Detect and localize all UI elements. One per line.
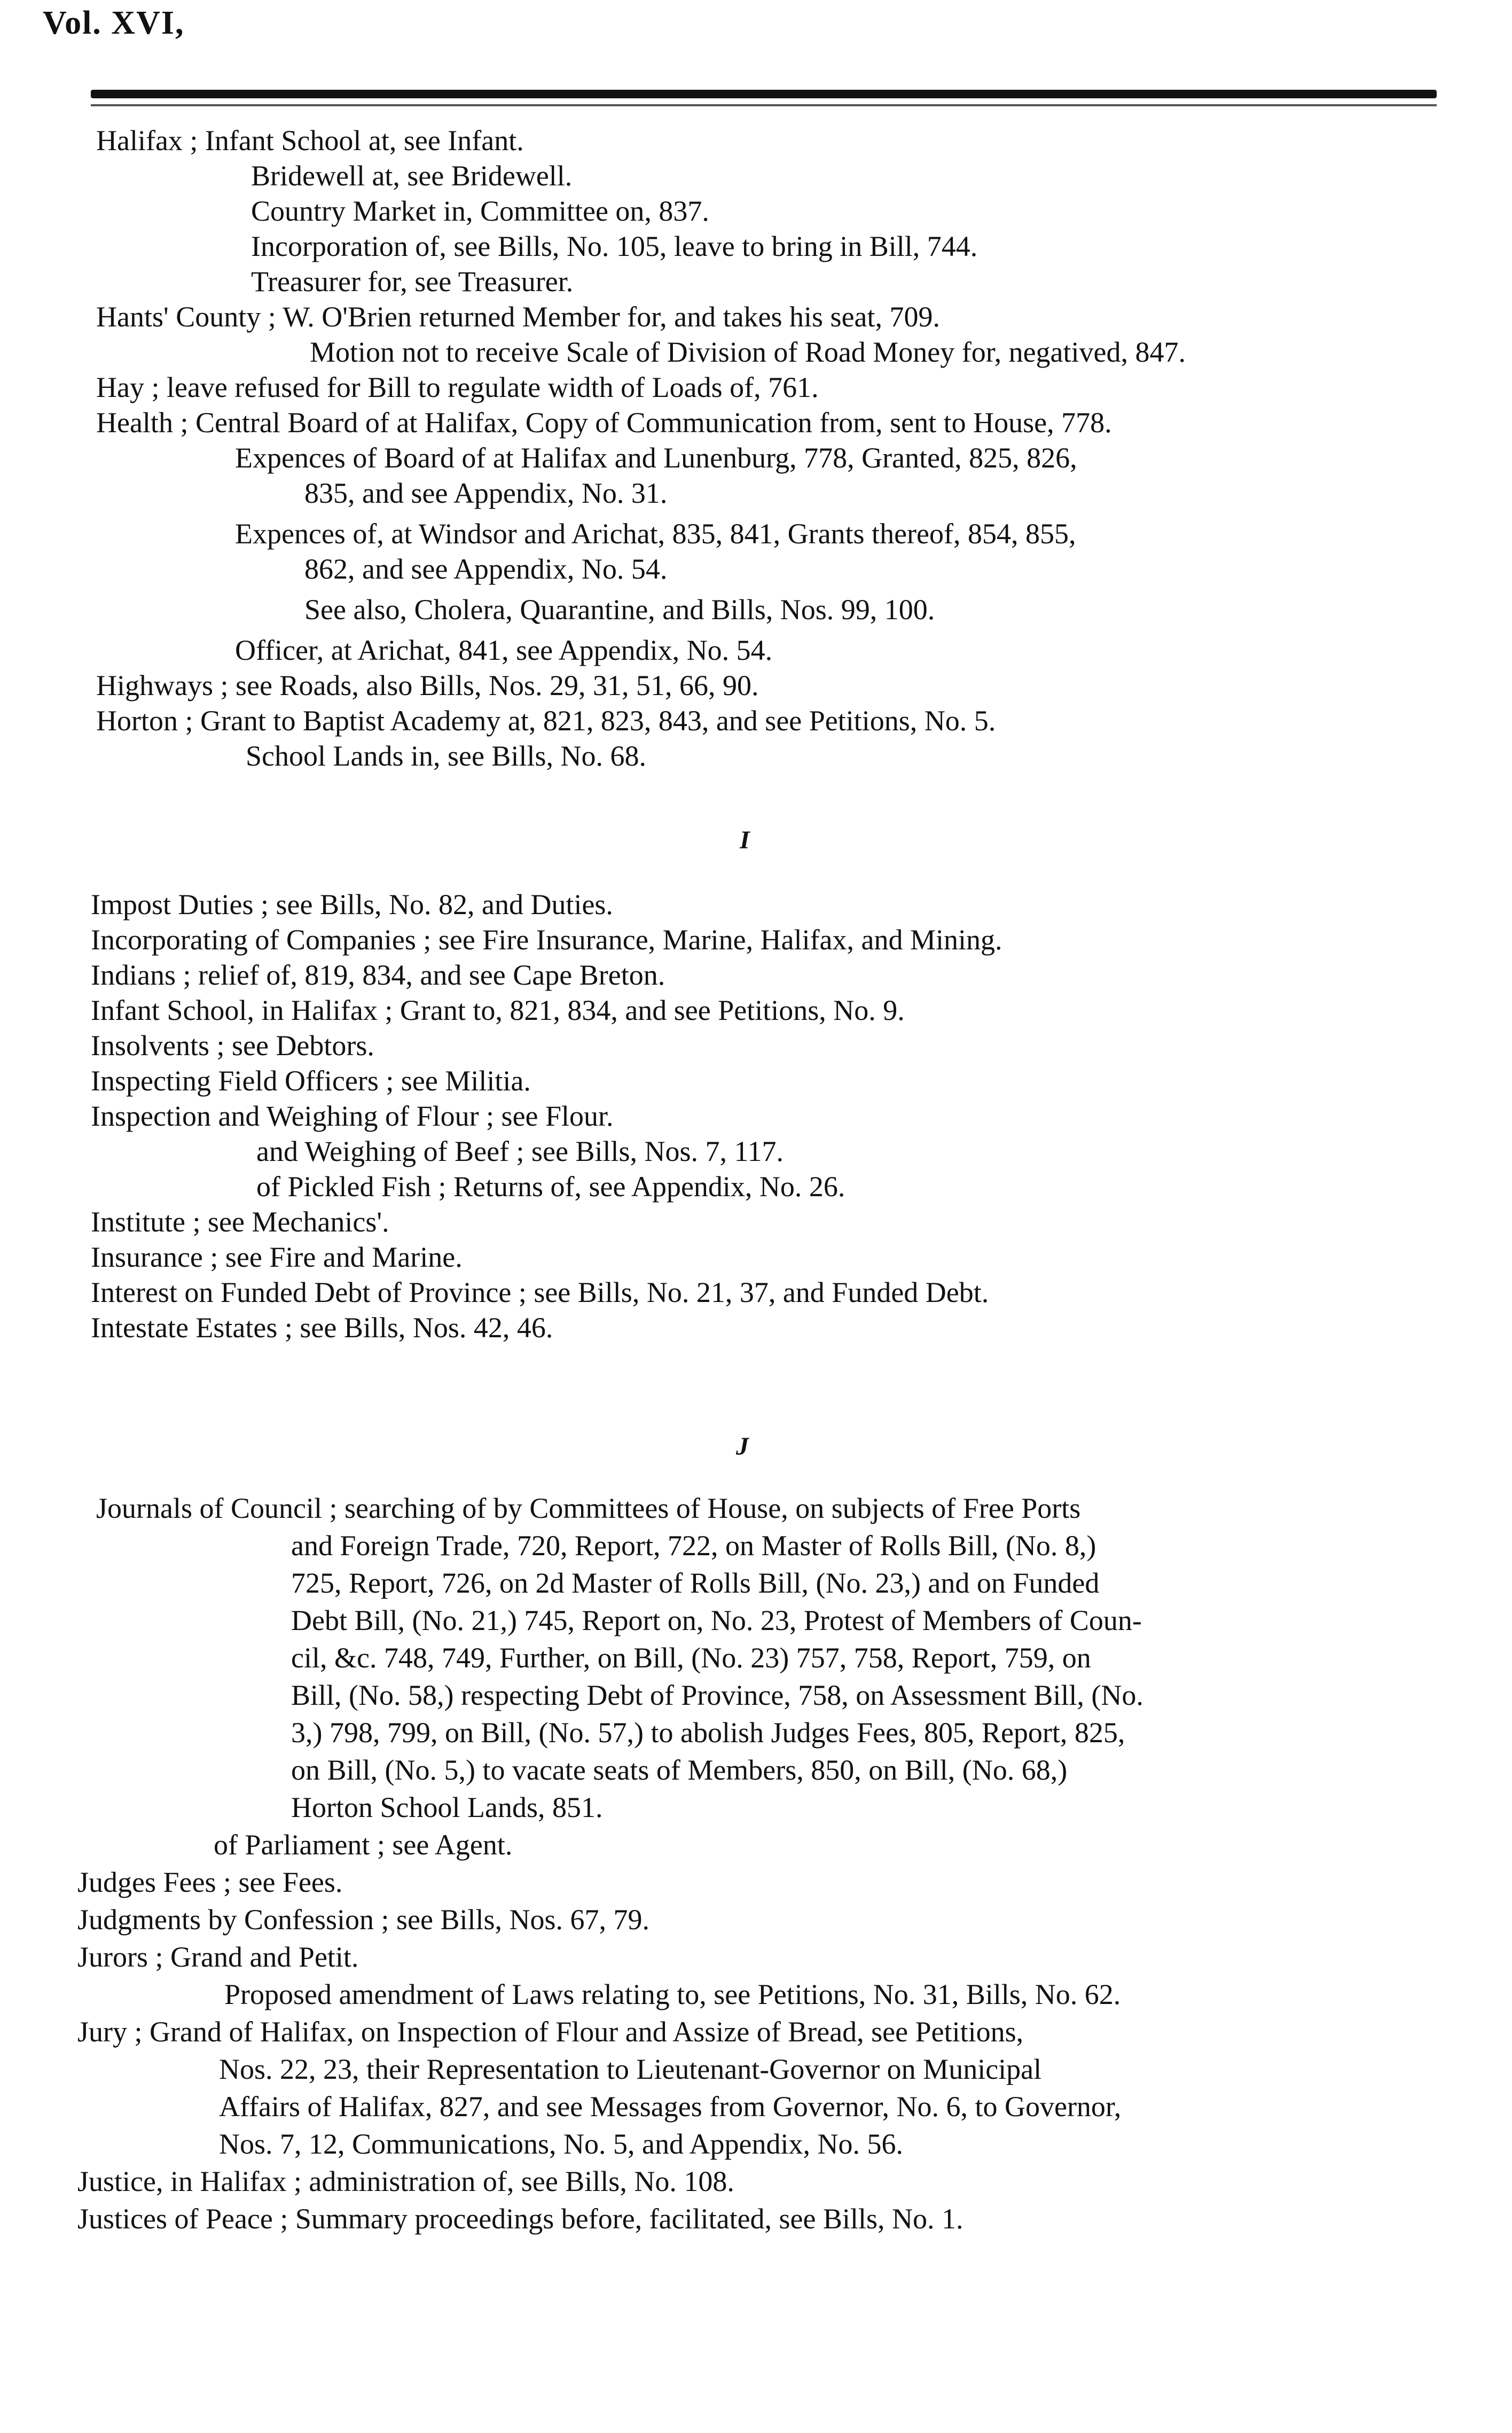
- index-entry: Impost Duties ; see Bills, No. 82, and Duties.: [91, 888, 613, 921]
- index-continuation: on Bill, (No. 5,) to vacate seats of Members, 850, on Bill, (No. 68,): [291, 1754, 1068, 1786]
- index-continuation: Debt Bill, (No. 21,) 745, Report on, No. 23, Protest of Members of Coun-: [291, 1604, 1142, 1636]
- index-subentry: of Pickled Fish ; Returns of, see Appendix, No. 26.: [256, 1171, 845, 1203]
- index-continuation: 725, Report, 726, on 2d Master of Rolls Bill, (No. 23,) and on Funded: [291, 1567, 1100, 1599]
- index-continuation: Nos. 22, 23, their Representation to Lieutenant-Governor on Municipal: [219, 2053, 1042, 2085]
- index-continuation: cil, &c. 748, 749, Further, on Bill, (No. 23) 757, 758, Report, 759, on: [291, 1642, 1091, 1674]
- index-entry: Jurors ; Grand and Petit.: [77, 1941, 359, 1973]
- index-entry: Intestate Estates ; see Bills, Nos. 42, 46.: [91, 1312, 553, 1344]
- index-continuation: 3,) 798, 799, on Bill, (No. 57,) to abolish Judges Fees, 805, Report, 825,: [291, 1717, 1125, 1749]
- index-entry: Justices of Peace ; Summary proceedings before, facilitated, see Bills, No. 1.: [77, 2203, 963, 2235]
- index-entry: Highways ; see Roads, also Bills, Nos. 29, 31, 51, 66, 90.: [96, 669, 759, 701]
- index-entry: Inspecting Field Officers ; see Militia.: [91, 1065, 531, 1097]
- index-continuation: Affairs of Halifax, 827, and see Messages from Governor, No. 6, to Governor,: [219, 2091, 1122, 2123]
- header-rule-thick: [91, 90, 1437, 98]
- index-subentry: of Parliament ; see Agent.: [214, 1829, 513, 1861]
- index-continuation: Bill, (No. 58,) respecting Debt of Province, 758, on Assessment Bill, (No.: [291, 1679, 1143, 1711]
- index-subentry: and Weighing of Beef ; see Bills, Nos. 7, 117.: [256, 1135, 784, 1167]
- index-entry: Inspection and Weighing of Flour ; see Flour.: [91, 1100, 614, 1132]
- index-subentry: Bridewell at, see Bridewell.: [251, 160, 573, 192]
- header-rule-thin: [91, 104, 1437, 106]
- index-continuation: and Foreign Trade, 720, Report, 722, on Master of Rolls Bill, (No. 8,): [291, 1530, 1096, 1562]
- volume-header: Vol. XVI,: [43, 5, 185, 41]
- index-entry: Judges Fees ; see Fees.: [77, 1866, 343, 1898]
- index-entry: Insurance ; see Fire and Marine.: [91, 1241, 463, 1273]
- index-subentry: Country Market in, Committee on, 837.: [251, 195, 709, 227]
- index-continuation: 835, and see Appendix, No. 31.: [304, 477, 668, 509]
- index-entry: Indians ; relief of, 819, 834, and see Cape Breton.: [91, 959, 665, 991]
- index-subentry: Incorporation of, see Bills, No. 105, leave to bring in Bill, 744.: [251, 230, 978, 262]
- section-letter-j: J: [736, 1432, 749, 1461]
- index-entry: Hants' County ; W. O'Brien returned Member for, and takes his seat, 709.: [96, 301, 941, 333]
- index-subentry: See also, Cholera, Quarantine, and Bills, Nos. 99, 100.: [304, 594, 935, 626]
- index-subentry: Expences of, at Windsor and Arichat, 835, 841, Grants thereof, 854, 855,: [235, 518, 1076, 550]
- index-entry: Halifax ; Infant School at, see Infant.: [96, 124, 524, 157]
- index-entry: Infant School, in Halifax ; Grant to, 821, 834, and see Petitions, No. 9.: [91, 994, 905, 1026]
- index-entry: Judgments by Confession ; see Bills, Nos. 67, 79.: [77, 1904, 650, 1936]
- index-continuation: 862, and see Appendix, No. 54.: [304, 553, 668, 585]
- index-entry: Horton ; Grant to Baptist Academy at, 821, 823, 843, and see Petitions, No. 5.: [96, 705, 996, 737]
- index-entry: Incorporating of Companies ; see Fire Insurance, Marine, Halifax, and Mining.: [91, 924, 1002, 956]
- index-entry: Journals of Council ; searching of by Committees of House, on subjects of Free Ports: [96, 1492, 1081, 1524]
- index-subentry: School Lands in, see Bills, No. 68.: [246, 740, 646, 772]
- index-subentry: Proposed amendment of Laws relating to, see Petitions, No. 31, Bills, No. 62.: [224, 1978, 1121, 2010]
- index-entry: Hay ; leave refused for Bill to regulate width of Loads of, 761.: [96, 371, 819, 403]
- index-continuation: Nos. 7, 12, Communications, No. 5, and Appendix, No. 56.: [219, 2128, 903, 2160]
- index-entry: Jury ; Grand of Halifax, on Inspection of Flour and Assize of Bread, see Petitions,: [77, 2016, 1024, 2048]
- index-subentry: Officer, at Arichat, 841, see Appendix, No. 54.: [235, 634, 773, 666]
- index-entry: Institute ; see Mechanics'.: [91, 1206, 389, 1238]
- index-entry: Justice, in Halifax ; administration of, see Bills, No. 108.: [77, 2165, 734, 2197]
- index-entry: Insolvents ; see Debtors.: [91, 1030, 374, 1062]
- index-subentry: Expences of Board of at Halifax and Lunenburg, 778, Granted, 825, 826,: [235, 442, 1077, 474]
- index-entry: Interest on Funded Debt of Province ; see Bills, No. 21, 37, and Funded Debt.: [91, 1276, 989, 1308]
- section-letter-i: I: [740, 826, 750, 854]
- index-subentry: Treasurer for, see Treasurer.: [251, 266, 574, 298]
- index-entry: Health ; Central Board of at Halifax, Copy of Communication from, sent to House, 778.: [96, 407, 1112, 439]
- index-subentry: Motion not to receive Scale of Division of Road Money for, negatived, 847.: [310, 336, 1186, 368]
- index-continuation: Horton School Lands, 851.: [291, 1791, 603, 1823]
